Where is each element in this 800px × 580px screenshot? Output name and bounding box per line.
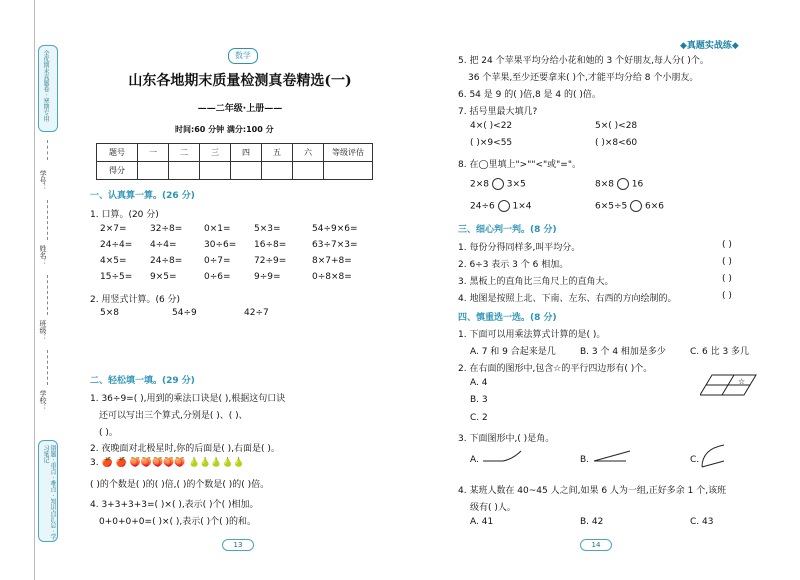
question-vertical: 2. 用竖式计算。(6 分) bbox=[90, 295, 181, 305]
score-cell[interactable] bbox=[293, 162, 324, 180]
fill-2: 2. 夜晚面对北极星时,你的后面是( ),右面是( )。 bbox=[90, 444, 280, 454]
judge-item: 1. 每份分得同样多,叫平均分。 bbox=[458, 243, 581, 253]
oral-item: 4×5= bbox=[100, 256, 127, 266]
oral-item: 4÷4= bbox=[150, 240, 177, 250]
compare-left: 8×8 bbox=[595, 179, 614, 190]
compare-circle[interactable] bbox=[617, 178, 629, 190]
oral-item: 16÷8= bbox=[254, 240, 287, 250]
oral-grid bbox=[100, 224, 390, 288]
choice-option[interactable]: A. 41 bbox=[470, 517, 494, 527]
page-number-right: 14 bbox=[580, 539, 612, 551]
compare-row bbox=[470, 178, 526, 190]
q7-item: 5×( )<28 bbox=[595, 121, 638, 131]
choice-option[interactable]: A. 4 bbox=[470, 378, 488, 388]
score-cell[interactable] bbox=[169, 162, 200, 180]
dash-line bbox=[47, 275, 48, 315]
oral-item: 63÷7×3= bbox=[312, 240, 358, 250]
fill-1-line-a: 1. 36÷9=( ),用到的乘法口诀是( ),根据这句口诀 bbox=[90, 394, 286, 404]
fill-3-fruits: 3. 🍎 🍎 🍑🍑🍑🍑🍑 🍐🍐🍐🍐🍐 bbox=[90, 458, 245, 468]
oral-row bbox=[100, 256, 390, 272]
arc-shape-icon bbox=[700, 443, 726, 469]
fill-3-text: ( )的个数是( )的( )倍,( )的个数是( )的( )倍。 bbox=[90, 480, 270, 490]
compare-row bbox=[595, 178, 643, 190]
choice-option[interactable]: B. 3 个 4 相加是多少 bbox=[580, 347, 666, 357]
score-cell[interactable] bbox=[200, 162, 231, 180]
strip-bottom-box bbox=[38, 440, 58, 542]
subject-badge: 数学 bbox=[228, 48, 258, 64]
judge-paren[interactable]: ( ) bbox=[722, 274, 732, 284]
q7-title: 7. 括号里最大填几? bbox=[458, 107, 538, 117]
section-1-heading: 一、认真算一算。(26 分) bbox=[90, 191, 195, 201]
choice-option[interactable]: A. bbox=[470, 455, 479, 465]
q5-line-a: 5. 把 24 个苹果平均分给小花和她的 3 个好朋友,每人分( )个。 bbox=[458, 56, 709, 66]
score-header: 五 bbox=[262, 144, 293, 162]
score-header: 等级评估 bbox=[324, 144, 373, 162]
choice-4-line-a: 4. 某班人数在 40~45 人之间,如果 6 人为一组,正好多余 1 个,该班 bbox=[458, 486, 727, 496]
choice-4-line-b: 级有( )人。 bbox=[470, 503, 516, 513]
compare-right: 6×6 bbox=[645, 201, 665, 212]
choice-option[interactable]: C. bbox=[690, 455, 700, 465]
oral-row bbox=[100, 240, 390, 256]
score-header: 六 bbox=[293, 144, 324, 162]
score-cell[interactable] bbox=[231, 162, 262, 180]
compare-row bbox=[470, 200, 531, 212]
score-table bbox=[96, 143, 373, 180]
grade-subtitle: ——二年级·上册—— bbox=[197, 104, 283, 114]
choice-2: 2. 在右面的图形中,包含☆的平行四边形有( )个。 bbox=[458, 364, 653, 374]
choice-option[interactable]: B. 3 bbox=[470, 395, 488, 405]
judge-item: 4. 地图是按照上北、下南、左东、右西的方向绘制的。 bbox=[458, 294, 677, 304]
choice-1: 1. 下面可以用乘法算式计算的是( )。 bbox=[458, 330, 606, 340]
section-2-heading: 二、轻松填一填。(29 分) bbox=[90, 376, 195, 386]
dash-line bbox=[47, 350, 48, 385]
oral-item: 15÷5= bbox=[100, 272, 133, 282]
time-line: 时间:60 分钟 满分:100 分 bbox=[175, 125, 274, 134]
compare-left: 6×5÷5 bbox=[595, 201, 628, 212]
q6: 6. 54 是 9 的( )倍,8 是 4 的( )倍。 bbox=[458, 90, 601, 100]
section-3-heading: 三、细心判一判。(8 分) bbox=[458, 225, 557, 235]
fill-4-line-b: 0+0+0+0=( )×( ),表示( )个( )的和。 bbox=[99, 517, 257, 527]
oral-item: 0÷8×8= bbox=[312, 272, 352, 282]
compare-left: 24÷6 bbox=[470, 201, 495, 212]
choice-option[interactable]: C. 43 bbox=[690, 517, 714, 527]
choice-option[interactable]: B. bbox=[580, 455, 590, 465]
q5-line-b: 36 个苹果,至少还要拿来( )个,才能平均分给 8 个小朋友。 bbox=[468, 73, 699, 83]
parallelogram-figure bbox=[700, 373, 758, 397]
strip-top-label: 全优期末真题卷 · 寒期专用 bbox=[42, 50, 49, 122]
oral-item: 32÷8= bbox=[150, 224, 183, 234]
header-tag: ◆真题实战练◆ bbox=[680, 41, 739, 51]
field-name: 姓名： bbox=[39, 245, 47, 266]
page-number-left: 13 bbox=[222, 539, 254, 551]
choice-option[interactable]: B. 42 bbox=[580, 517, 604, 527]
oral-row bbox=[100, 224, 390, 240]
dash-line bbox=[47, 140, 48, 160]
section-4-heading: 四、慎重选一选。(8 分) bbox=[458, 313, 557, 323]
score-header: 二 bbox=[169, 144, 200, 162]
oral-item: 0÷6= bbox=[204, 272, 231, 282]
q7-item: 4×( )<22 bbox=[470, 121, 513, 131]
oral-item: 0×1= bbox=[204, 224, 231, 234]
compare-circle[interactable] bbox=[630, 200, 642, 212]
oral-row bbox=[100, 272, 390, 288]
judge-item: 3. 黑板上的直角比三角尺上的直角大。 bbox=[458, 277, 614, 287]
oral-item: 30÷6= bbox=[204, 240, 237, 250]
oral-item: 54÷9×6= bbox=[312, 224, 358, 234]
choice-option[interactable]: C. 6 比 3 多几 bbox=[690, 347, 750, 357]
field-school: 学校： bbox=[39, 390, 47, 411]
oral-item: 9÷9= bbox=[254, 272, 281, 282]
oral-item: 24÷4= bbox=[100, 240, 133, 250]
choice-option[interactable]: C. 2 bbox=[470, 413, 488, 423]
dash-line bbox=[47, 200, 48, 240]
oral-item: 5×3= bbox=[254, 224, 281, 234]
fill-1-line-b: 还可以写出三个算式,分别是( )、( )、 bbox=[99, 411, 248, 421]
compare-left: 2×8 bbox=[470, 179, 489, 190]
compare-right: 16 bbox=[631, 179, 644, 190]
compare-right: 3×5 bbox=[506, 179, 526, 190]
field-class: 班级： bbox=[39, 320, 47, 341]
compare-right: 1×4 bbox=[512, 201, 532, 212]
judge-paren[interactable]: ( ) bbox=[722, 240, 732, 250]
question-oral: 1. 口算。(20 分) bbox=[90, 210, 159, 220]
score-cell[interactable] bbox=[138, 162, 169, 180]
q7-item: ( )×8<60 bbox=[595, 138, 638, 148]
score-header: 三 bbox=[200, 144, 231, 162]
judge-paren[interactable]: ( ) bbox=[722, 291, 732, 301]
choice-3: 3. 下面图形中,( )是角。 bbox=[458, 434, 555, 444]
score-header: 一 bbox=[138, 144, 169, 162]
oral-item: 24÷8= bbox=[150, 256, 183, 266]
oral-item: 0÷7= bbox=[204, 256, 231, 266]
star-icon: ☆ bbox=[738, 377, 746, 386]
score-header: 题号 bbox=[97, 144, 138, 162]
oral-item: 2×7= bbox=[100, 224, 127, 234]
vertical-item: 54÷9 bbox=[172, 308, 197, 318]
judge-paren[interactable]: ( ) bbox=[722, 257, 732, 267]
score-cell[interactable] bbox=[324, 162, 373, 180]
field-student-id: 学号： bbox=[39, 170, 47, 191]
score-cell[interactable] bbox=[262, 162, 293, 180]
shape-a-icon bbox=[483, 449, 523, 463]
strip-bottom-label: 错题 · 重点 · 难点 · 知识点汇总 · 学习笔记 bbox=[42, 445, 56, 540]
oral-item: 72÷9= bbox=[254, 256, 287, 266]
vertical-item: 42÷7 bbox=[244, 308, 269, 318]
q7-item: ( )×9<55 bbox=[470, 138, 513, 148]
vertical-item: 5×8 bbox=[100, 308, 119, 318]
fill-4-line-a: 4. 3+3+3+3=( )×( ),表示( )个( )相加。 bbox=[90, 500, 259, 510]
q8-title: 8. 在◯里填上">""<"或"="。 bbox=[458, 160, 581, 170]
compare-circle[interactable] bbox=[498, 200, 510, 212]
strip-top-box bbox=[38, 45, 58, 132]
score-row-label: 得分 bbox=[97, 162, 138, 180]
angle-icon bbox=[592, 449, 632, 463]
compare-row bbox=[595, 200, 664, 212]
compare-circle[interactable] bbox=[492, 178, 504, 190]
fill-1-line-c: ( )。 bbox=[99, 428, 118, 438]
oral-item: 9×5= bbox=[150, 272, 177, 282]
choice-option[interactable]: A. 7 和 9 合起来是几 bbox=[470, 347, 556, 357]
judge-item: 2. 6÷3 表示 3 个 6 相加。 bbox=[458, 260, 569, 270]
page-title: 山东各地期末质量检测真卷精选(一) bbox=[128, 73, 352, 89]
score-header: 四 bbox=[231, 144, 262, 162]
oral-item: 8×7+8= bbox=[312, 256, 352, 266]
